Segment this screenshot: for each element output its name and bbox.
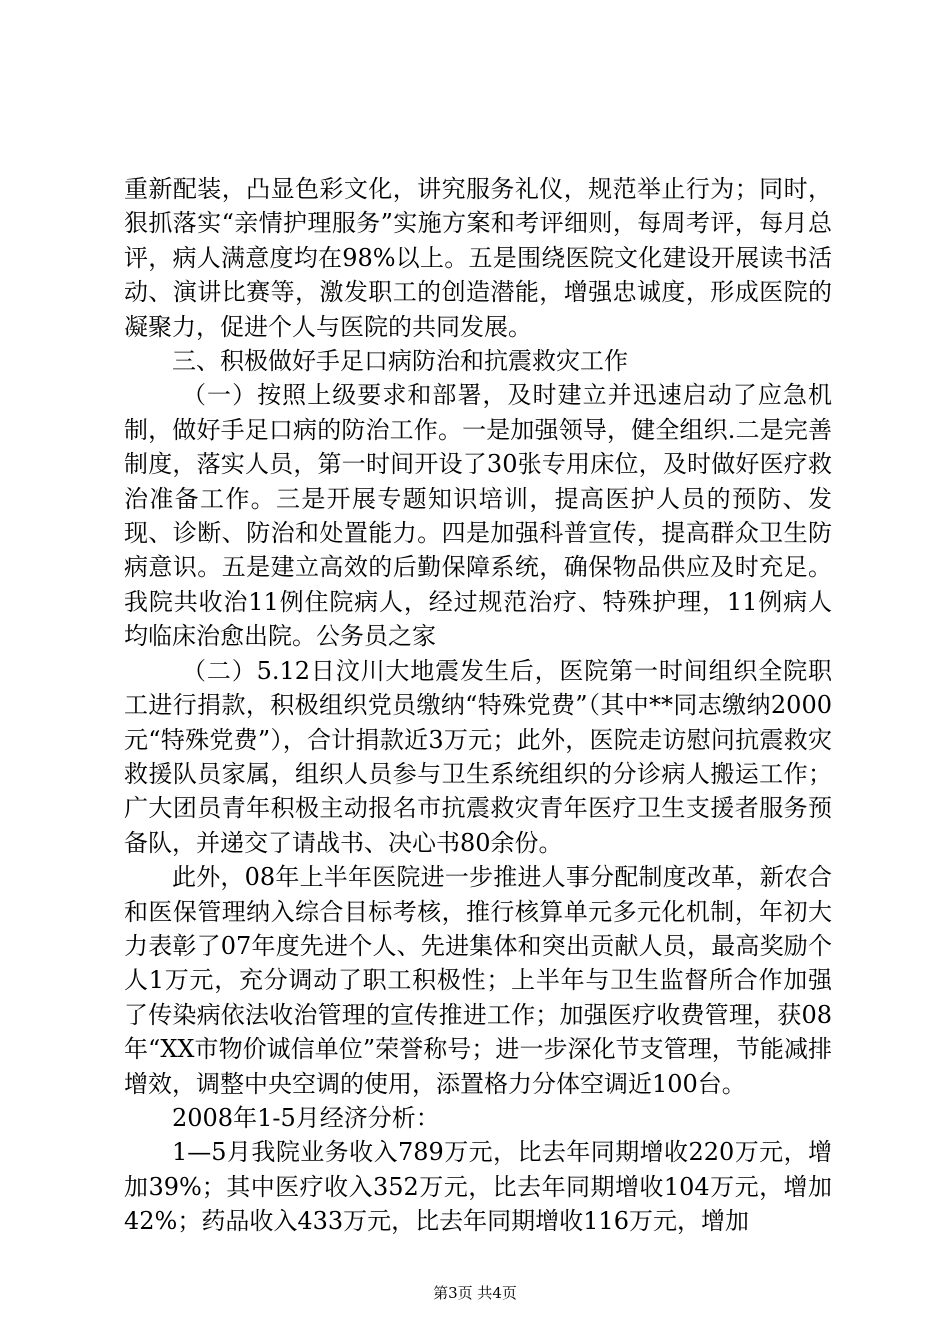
paragraph-continuation: 重新配装，凸显色彩文化，讲究服务礼仪，规范举止行为；同时，狠抓落实“亲情护理服务”实施方案和考评细则，每周考评，每月总评，病人满意度均在98%以上。五是围绕医院文化建设开展读书活动、演讲比赛等，激发职工的创造潜能，增强忠诚度，形成医院的凝聚力，促进个人与医院的共同发展。 bbox=[124, 175, 832, 341]
document-body bbox=[124, 172, 832, 1239]
paragraph-hfmd: （一）按照上级要求和部署，及时建立并迅速启动了应急机制，做好手足口病的防治工作。一是加强领导，健全组织.二是完善制度，落实人员，第一时间开设了30张专用床位，及时做好医疗救治准备工作。三是开展专题知识培训，提高医护人员的预防、发现、诊断、防治和处置能力。四是加强科普宣传，提高群众卫生防病意识。五是建立高效的后勤保障系统，确保物品供应及时充足。我院共收治11例住院病人，经过规范治疗、特殊护理，11例病人均临床治愈出院。公务员之家 bbox=[124, 381, 832, 651]
section-heading: 三、积极做好手足口病防治和抗震救灾工作 bbox=[172, 347, 628, 376]
paragraph-economic-analysis: 1—5月我院业务收入789万元，比去年同期增收220万元，增加39%；其中医疗收入352万元，比去年同期增收104万元，增加42%；药品收入433万元，比去年同期增收116万元，增加 bbox=[124, 1138, 832, 1236]
paragraph-earthquake: （二）5.12日汶川大地震发生后，医院第一时间组织全院职工进行捐款，积极组织党员缴纳“特殊党费”（其中**同志缴纳2000元“特殊党费”），合计捐款近3万元；此外，医院走访慰问抗震救灾救援队员家属，组织人员参与卫生系统组织的分诊病人搬运工作；广大团员青年积极主动报名市抗震救灾青年医疗卫生支援者服务预备队，并递交了请战书、决心书80余份。 bbox=[124, 656, 832, 857]
paragraph-reform: 此外，08年上半年医院进一步推进人事分配制度改革，新农合和医保管理纳入综合目标考核，推行核算单元多元化机制，年初大力表彰了07年度先进个人、先进集体和突出贡献人员，最高奖励个人1万元，充分调动了职工积极性；上半年与卫生监督所合作加强了传染病依法收治管理的宣传推进工作；加强医疗收费管理，获08年“XX市物价诚信单位”荣誉称号；进一步深化节支管理，节能减排增效，调整中央空调的使用，添置格力分体空调近100台。 bbox=[124, 863, 832, 1098]
page-number: 第3页 共4页 bbox=[433, 1284, 517, 1302]
paragraph-economic-heading: 2008年1-5月经济分析： bbox=[172, 1103, 440, 1132]
